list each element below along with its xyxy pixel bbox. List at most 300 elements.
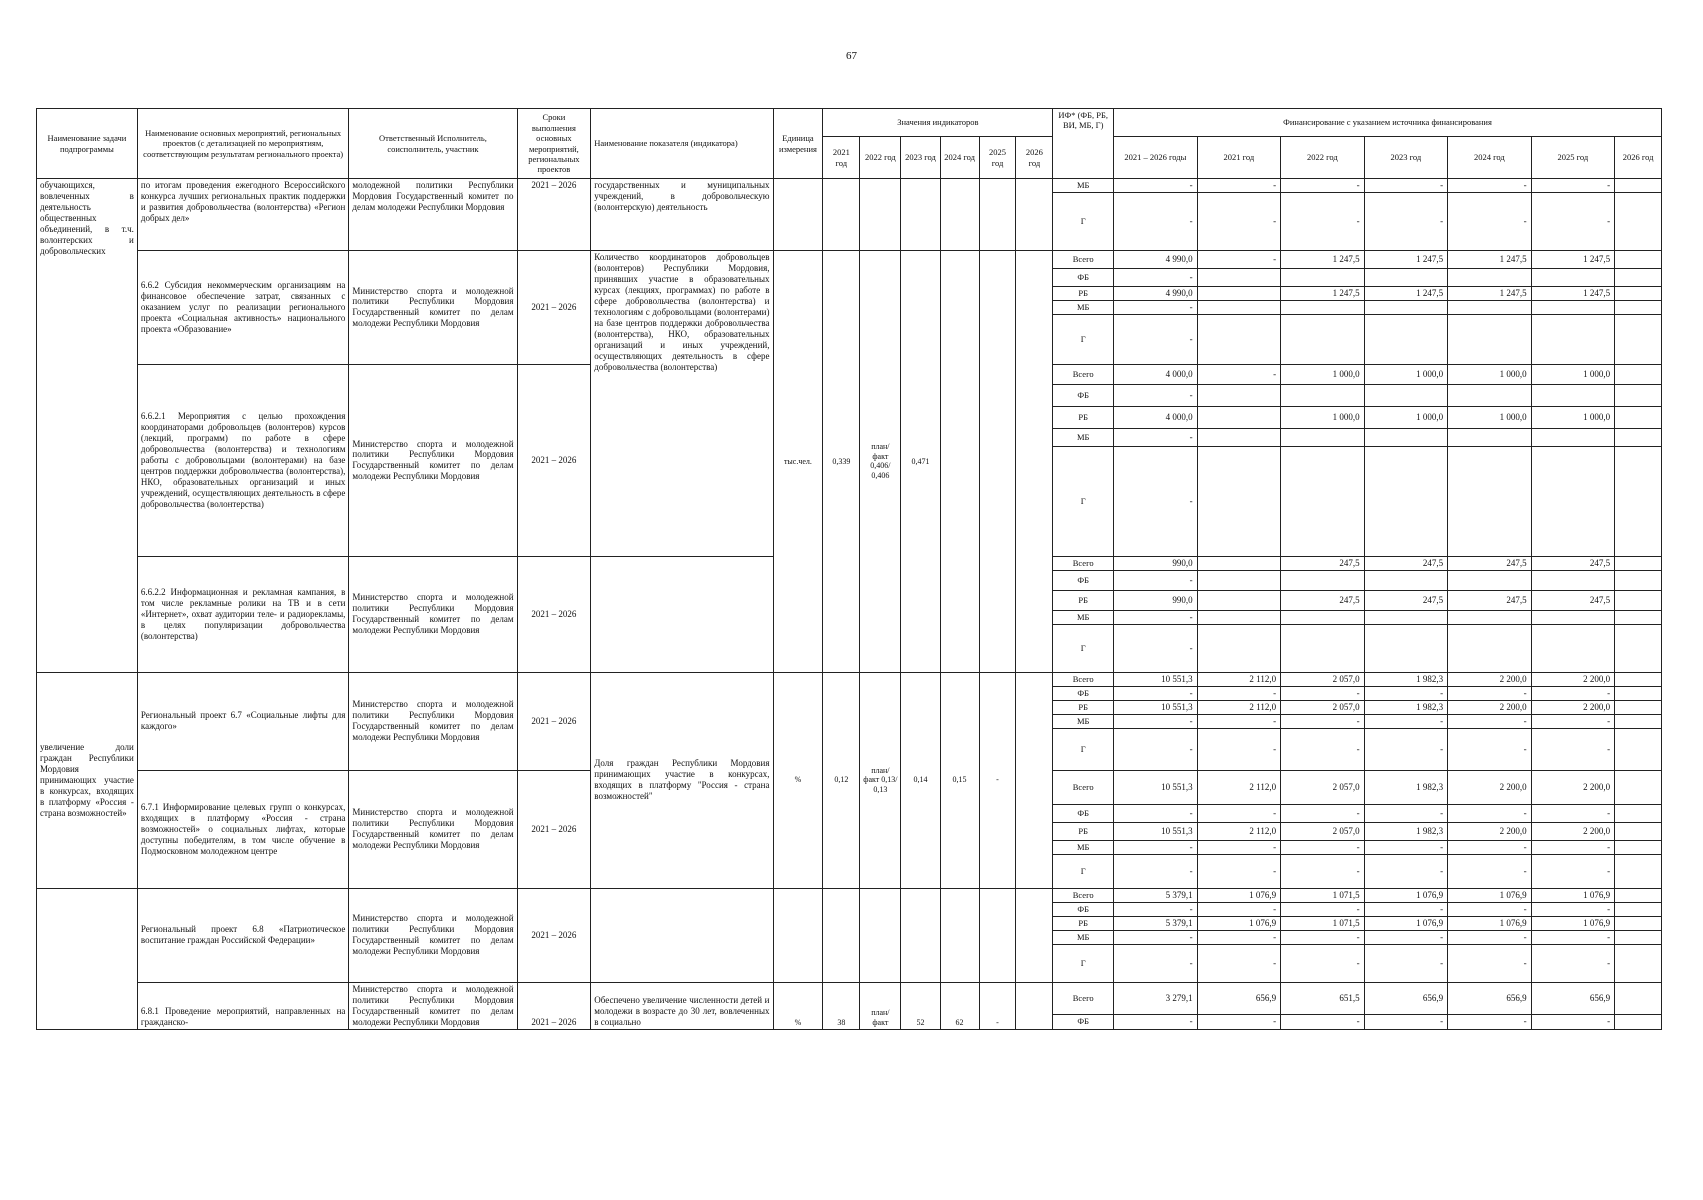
fin-value: - (1114, 384, 1198, 406)
fin-value: - (1114, 714, 1198, 728)
fin-value: - (1448, 192, 1532, 250)
fin-value (1197, 624, 1281, 672)
fin-value (1615, 944, 1662, 982)
fin-source: Г (1053, 944, 1114, 982)
fin-value: 1 076,9 (1197, 916, 1281, 930)
fin-value: - (1364, 728, 1448, 770)
fin-value: 656,9 (1197, 982, 1281, 1014)
fin-value (1281, 570, 1365, 590)
fin-value (1615, 570, 1662, 590)
fin-value (1448, 610, 1532, 624)
fin-value: - (1114, 804, 1198, 822)
fin-value: - (1197, 930, 1281, 944)
header-year: 2024 год (940, 137, 979, 179)
fin-value (1197, 314, 1281, 364)
fin-value (1448, 570, 1532, 590)
fin-value: - (1114, 314, 1198, 364)
fin-source: МБ (1053, 179, 1114, 193)
fin-value: - (1531, 944, 1615, 982)
fin-value: - (1114, 446, 1198, 556)
indicator-value: 0,15 (940, 672, 979, 888)
fin-value (1197, 446, 1281, 556)
indicator-value: 0,12 (823, 672, 860, 888)
fin-source: Всего (1053, 888, 1114, 902)
header-indicator: Наименование показателя (индикатора) (591, 109, 773, 179)
fin-value: - (1197, 804, 1281, 822)
header-executor: Ответственный Исполнитель, соисполнитель, участник (349, 109, 517, 179)
fin-value (1197, 428, 1281, 446)
fin-value: - (1448, 930, 1532, 944)
fin-value: 1 247,5 (1531, 286, 1615, 300)
fin-value (1615, 854, 1662, 888)
fin-value (1364, 428, 1448, 446)
fin-value: 1 076,9 (1448, 888, 1532, 902)
event-cell: 6.6.2.2 Информационная и рекламная кампания, в том числе рекламные ролики на ТВ и в сети «Интернет», охват аудитории теле- и радиорекламы, в целях популяризации добровольчества (волонтерства) (137, 556, 349, 672)
fin-value: 651,5 (1281, 982, 1365, 1014)
fin-value: - (1448, 902, 1532, 916)
executor-cell: Министерство спорта и молодежной политики Республики Мордовия Государственный комитет по делам молодежи Республики Мордовия (349, 364, 517, 556)
fin-value: 1 000,0 (1531, 406, 1615, 428)
fin-value: 1 000,0 (1364, 406, 1448, 428)
fin-value: - (1364, 944, 1448, 982)
fin-value (1364, 624, 1448, 672)
fin-source: ФБ (1053, 686, 1114, 700)
fin-value: 1 000,0 (1448, 364, 1532, 384)
fin-value (1281, 428, 1365, 446)
indicator-value: 0,471 (901, 250, 940, 672)
event-cell: по итогам проведения ежегодного Всероссийского конкурса лучших региональных практик поддержки и развития добровольчества (волонтерства) «Регион добрых дел» (137, 179, 349, 251)
fin-value (1531, 624, 1615, 672)
fin-value (1448, 446, 1532, 556)
fin-source: Всего (1053, 770, 1114, 804)
header-finance-group: Финансирование с указанием источника финансирования (1114, 109, 1662, 137)
fin-source: Г (1053, 728, 1114, 770)
fin-value: - (1531, 686, 1615, 700)
event-cell: 6.6.2.1 Мероприятия с целью прохождения координаторами добровольцев (волонтеров) курсов (лекций, программ) по работе в сфере добровольчества (волонтерства) и технологиям работы с добровольцами (волонтерами) на базе центров поддержки добровольчества (волонтерства), НКО, образовательных организаций и иных учреждений, осуществляющих деятельность в сфере добровольчества (волонтерства) (137, 364, 349, 556)
fin-source: ФБ (1053, 268, 1114, 286)
header-fin-year: 2022 год (1281, 137, 1365, 179)
fin-value: 990,0 (1114, 556, 1198, 570)
fin-source: ФБ (1053, 804, 1114, 822)
fin-value: - (1531, 179, 1615, 193)
fin-value: - (1114, 268, 1198, 286)
fin-value: 1 247,5 (1281, 286, 1365, 300)
header-year: 2025 год (979, 137, 1016, 179)
fin-value (1364, 570, 1448, 590)
indicator-value: 0,339 (823, 250, 860, 672)
indicator-value: план/ факт 0,13/ 0,13 (860, 672, 901, 888)
fin-value: - (1114, 728, 1198, 770)
fin-value (1615, 700, 1662, 714)
fin-value: 656,9 (1364, 982, 1448, 1014)
fin-source: Г (1053, 192, 1114, 250)
header-year: 2023 год (901, 137, 940, 179)
term-cell: 2021 – 2026 (517, 770, 591, 888)
fin-value: - (1114, 840, 1198, 854)
fin-value (1615, 822, 1662, 840)
fin-source: Г (1053, 446, 1114, 556)
fin-value: - (1197, 192, 1281, 250)
fin-source: МБ (1053, 610, 1114, 624)
fin-value: 2 200,0 (1531, 700, 1615, 714)
fin-value (1531, 570, 1615, 590)
term-cell: 2021 – 2026 (517, 556, 591, 672)
header-fin-year: 2025 год (1531, 137, 1615, 179)
fin-value (1197, 590, 1281, 610)
fin-value (1615, 728, 1662, 770)
event-cell: 6.7.1 Информирование целевых групп о конкурсах, входящих в платформу «Россия - страна возможностей» о социальных лифтах, которые доступны победителям, в том числе обучение в Подмосковном молодежном центре (137, 770, 349, 888)
fin-value: - (1531, 840, 1615, 854)
fin-value: 247,5 (1448, 590, 1532, 610)
fin-value: - (1364, 1014, 1448, 1029)
fin-value: - (1448, 728, 1532, 770)
indicator-cell: Доля граждан Республики Мордовия принимающих участие в конкурсах, входящих в платформу "Россия - страна возможностей" (591, 672, 773, 888)
indicator-value: 62 (940, 982, 979, 1029)
fin-value: - (1197, 686, 1281, 700)
fin-value: 3 279,1 (1114, 982, 1198, 1014)
fin-value: - (1531, 854, 1615, 888)
fin-value (1615, 888, 1662, 902)
fin-value: 1 247,5 (1448, 250, 1532, 268)
indicator-value: 0,14 (901, 672, 940, 888)
fin-value (1615, 624, 1662, 672)
indicator-value: 38 (823, 982, 860, 1029)
header-fin-year: 2024 год (1448, 137, 1532, 179)
fin-value: 2 200,0 (1448, 770, 1532, 804)
fin-source: РБ (1053, 286, 1114, 300)
fin-value (1531, 610, 1615, 624)
fin-value: - (1114, 179, 1198, 193)
fin-value (1448, 384, 1532, 406)
fin-value: 1 000,0 (1531, 364, 1615, 384)
fin-value (1448, 300, 1532, 314)
header-year: 2022 год (860, 137, 901, 179)
indicator-value: план/ факт 0,406/ 0,406 (860, 250, 901, 672)
fin-value: - (1114, 930, 1198, 944)
fin-value: 1 076,9 (1364, 916, 1448, 930)
fin-value: 10 551,3 (1114, 672, 1198, 686)
fin-value: 2 112,0 (1197, 822, 1281, 840)
fin-value: 1 247,5 (1448, 286, 1532, 300)
fin-value: - (1448, 714, 1532, 728)
fin-value: - (1114, 624, 1198, 672)
fin-value: 1 076,9 (1531, 888, 1615, 902)
fin-value: 1 076,9 (1448, 916, 1532, 930)
fin-source: ФБ (1053, 384, 1114, 406)
fin-value (1281, 610, 1365, 624)
fin-value: - (1364, 854, 1448, 888)
fin-value (1281, 268, 1365, 286)
fin-value: - (1281, 930, 1365, 944)
fin-value: 1 071,5 (1281, 888, 1365, 902)
fin-source: Г (1053, 854, 1114, 888)
indicator-value: - (979, 982, 1016, 1029)
unit-cell: % (773, 982, 823, 1029)
event-cell: 6.8.1 Проведение мероприятий, направленных на гражданско- (137, 982, 349, 1029)
fin-value (1615, 300, 1662, 314)
fin-value: 2 057,0 (1281, 672, 1365, 686)
executor-cell: Министерство спорта и молодежной политики Республики Мордовия Государственный комитет по делам молодежи Республики Мордовия (349, 770, 517, 888)
fin-value: - (1197, 364, 1281, 384)
fin-value: - (1448, 179, 1532, 193)
fin-value (1197, 286, 1281, 300)
fin-value: 1 247,5 (1364, 286, 1448, 300)
header-event: Наименование основных мероприятий, региональных проектов (с детализацией по мероприятиям, соответствующим результатам регионального проекта) (137, 109, 349, 179)
fin-value: - (1448, 804, 1532, 822)
fin-value (1615, 556, 1662, 570)
fin-value: 2 200,0 (1448, 672, 1532, 686)
fin-value (1448, 428, 1532, 446)
fin-value: 2 057,0 (1281, 700, 1365, 714)
header-fin-year: 2021 год (1197, 137, 1281, 179)
fin-value: - (1197, 728, 1281, 770)
fin-value (1531, 314, 1615, 364)
fin-value: 4 990,0 (1114, 250, 1198, 268)
fin-value (1364, 384, 1448, 406)
executor-cell: Министерство спорта и молодежной политики Республики Мордовия Государственный комитет по делам молодежи Республики Мордовия (349, 888, 517, 982)
fin-value (1281, 300, 1365, 314)
fin-value (1615, 590, 1662, 610)
fin-value (1281, 384, 1365, 406)
fin-value (1615, 384, 1662, 406)
fin-value: - (1281, 902, 1365, 916)
fin-value (1364, 314, 1448, 364)
fin-value: - (1281, 179, 1365, 193)
fin-value: 1 247,5 (1281, 250, 1365, 268)
fin-value: 1 000,0 (1448, 406, 1532, 428)
fin-value: - (1531, 714, 1615, 728)
fin-value (1615, 714, 1662, 728)
fin-value: - (1364, 902, 1448, 916)
fin-value (1615, 179, 1662, 193)
fin-value: 247,5 (1531, 556, 1615, 570)
event-cell: Региональный проект 6.7 «Социальные лифты для каждого» (137, 672, 349, 770)
fin-source: МБ (1053, 300, 1114, 314)
fin-value: 1 000,0 (1281, 406, 1365, 428)
fin-value: - (1197, 854, 1281, 888)
fin-value: - (1364, 686, 1448, 700)
fin-value: - (1281, 192, 1365, 250)
unit-cell: тыс.чел. (773, 250, 823, 672)
fin-value: - (1281, 854, 1365, 888)
fin-value (1197, 610, 1281, 624)
fin-value: 1 982,3 (1364, 672, 1448, 686)
event-cell: Региональный проект 6.8 «Патриотическое воспитание граждан Российской Федерации» (137, 888, 349, 982)
fin-value (1448, 624, 1532, 672)
fin-value: - (1114, 570, 1198, 590)
indicator-cell: Обеспечено увеличение численности детей и молодежи в возрасте до 30 лет, вовлеченных в социально (591, 982, 773, 1029)
fin-value: - (1281, 804, 1365, 822)
fin-value: 1 071,5 (1281, 916, 1365, 930)
fin-value: 990,0 (1114, 590, 1198, 610)
fin-source: МБ (1053, 714, 1114, 728)
fin-value: - (1364, 840, 1448, 854)
fin-value: 247,5 (1531, 590, 1615, 610)
fin-value (1615, 192, 1662, 250)
fin-value (1615, 428, 1662, 446)
fin-value (1364, 446, 1448, 556)
fin-value (1531, 384, 1615, 406)
executor-cell: Министерство спорта и молодежной политики Республики Мордовия Государственный комитет по делам молодежи Республики Мордовия (349, 556, 517, 672)
fin-value: 247,5 (1281, 590, 1365, 610)
fin-source: РБ (1053, 916, 1114, 930)
header-terms: Сроки выполнения основных мероприятий, региональных проектов (517, 109, 591, 179)
executor-cell: молодежной политики Республики Мордовия Государственный комитет по делам молодежи Республики Мордовия (349, 179, 517, 251)
fin-value: 247,5 (1281, 556, 1365, 570)
fin-value: 10 551,3 (1114, 822, 1198, 840)
fin-source: ФБ (1053, 1014, 1114, 1029)
fin-value: 5 379,1 (1114, 888, 1198, 902)
fin-value: 2 057,0 (1281, 822, 1365, 840)
fin-source: МБ (1053, 930, 1114, 944)
fin-value: - (1281, 714, 1365, 728)
fin-source: Всего (1053, 364, 1114, 384)
fin-value: - (1197, 1014, 1281, 1029)
fin-value: - (1114, 902, 1198, 916)
fin-source: Всего (1053, 556, 1114, 570)
fin-value: - (1197, 840, 1281, 854)
fin-value: - (1531, 192, 1615, 250)
page-number: 67 (846, 50, 857, 62)
fin-value: - (1531, 930, 1615, 944)
fin-value: 1 982,3 (1364, 770, 1448, 804)
indicator-cell: государственных и муниципальных учреждений, в добровольческую (волонтерскую) деятельность (591, 179, 773, 251)
fin-value (1281, 314, 1365, 364)
fin-value (1615, 314, 1662, 364)
fin-value (1615, 982, 1662, 1014)
indicator-value: план/ факт (860, 982, 901, 1029)
task-cell: обучающихся, вовлеченных в деятельность общественных объединений, в т.ч. волонтерских и добровольческих (37, 179, 138, 365)
fin-source: ФБ (1053, 570, 1114, 590)
fin-source: МБ (1053, 428, 1114, 446)
fin-value (1615, 916, 1662, 930)
fin-value: - (1364, 804, 1448, 822)
term-cell: 2021 – 2026 (517, 888, 591, 982)
fin-value (1281, 624, 1365, 672)
fin-value: 2 112,0 (1197, 700, 1281, 714)
fin-value: - (1114, 428, 1198, 446)
fin-value: - (1114, 944, 1198, 982)
fin-value: - (1531, 902, 1615, 916)
fin-value: - (1281, 686, 1365, 700)
indicator-value: - (979, 672, 1016, 888)
fin-source: ФБ (1053, 902, 1114, 916)
event-cell: 6.6.2 Субсидия некоммерческим организациям на финансовое обеспечение затрат, связанных с оказанием услуг по реализации регионального проекта «Социальная активность» национального проекта «Образование» (137, 250, 349, 364)
header-year: 2026 год (1016, 137, 1053, 179)
fin-value (1531, 428, 1615, 446)
fin-source: РБ (1053, 822, 1114, 840)
fin-value: - (1448, 944, 1532, 982)
fin-source: РБ (1053, 590, 1114, 610)
fin-value (1281, 446, 1365, 556)
fin-value (1615, 610, 1662, 624)
fin-source: МБ (1053, 840, 1114, 854)
fin-value: - (1531, 804, 1615, 822)
fin-value (1197, 384, 1281, 406)
fin-value: - (1197, 179, 1281, 193)
header-source: ИФ* (ФБ, РБ, ВИ, МБ, Г) (1053, 109, 1114, 179)
header-unit: Единица измерения (773, 109, 823, 179)
fin-value: - (1364, 714, 1448, 728)
fin-value: - (1364, 192, 1448, 250)
fin-value: 1 247,5 (1531, 250, 1615, 268)
fin-value: 1 982,3 (1364, 822, 1448, 840)
fin-value: 2 112,0 (1197, 672, 1281, 686)
unit-cell: % (773, 672, 823, 888)
fin-value: 2 112,0 (1197, 770, 1281, 804)
fin-value: 1 000,0 (1281, 364, 1365, 384)
fin-source: Всего (1053, 672, 1114, 686)
term-cell: 2021 – 2026 (517, 250, 591, 364)
executor-cell: Министерство спорта и молодежной политики Республики Мордовия Государственный комитет по делам молодежи Республики Мордовия (349, 982, 517, 1029)
fin-value (1531, 446, 1615, 556)
fin-value: - (1364, 930, 1448, 944)
fin-source: Всего (1053, 250, 1114, 268)
fin-value: - (1531, 1014, 1615, 1029)
fin-value: 656,9 (1531, 982, 1615, 1014)
fin-value: 1 076,9 (1197, 888, 1281, 902)
fin-value: 5 379,1 (1114, 916, 1198, 930)
header-task: Наименование задачи подпрограммы (37, 109, 138, 179)
fin-value (1197, 570, 1281, 590)
fin-value: - (1114, 686, 1198, 700)
fin-value: - (1448, 1014, 1532, 1029)
fin-value (1615, 1014, 1662, 1029)
fin-source: Г (1053, 624, 1114, 672)
fin-value (1448, 314, 1532, 364)
fin-value: 1 247,5 (1364, 250, 1448, 268)
term-cell: 2021 – 2026 (517, 364, 591, 556)
fin-value (1615, 364, 1662, 384)
fin-value (1197, 406, 1281, 428)
fin-value: - (1364, 179, 1448, 193)
fin-value: - (1448, 840, 1532, 854)
fin-value: 2 057,0 (1281, 770, 1365, 804)
fin-value: - (1114, 854, 1198, 888)
fin-value (1615, 268, 1662, 286)
fin-value (1364, 610, 1448, 624)
task-cell: увеличение доли граждан Республики Мордовия принимающих участие в конкурсах, входящих в платформу «Россия - страна возможностей» (37, 672, 138, 888)
fin-value: - (1114, 300, 1198, 314)
fin-value: 247,5 (1448, 556, 1532, 570)
header-values-group: Значения индикаторов (823, 109, 1053, 137)
executor-cell: Министерство спорта и молодежной политики Республики Мордовия Государственный комитет по делам молодежи Республики Мордовия (349, 250, 517, 364)
fin-value (1615, 406, 1662, 428)
fin-value (1197, 556, 1281, 570)
fin-value: 4 000,0 (1114, 406, 1198, 428)
fin-source: РБ (1053, 406, 1114, 428)
fin-value: 2 200,0 (1531, 672, 1615, 686)
fin-value (1615, 902, 1662, 916)
fin-value (1531, 268, 1615, 286)
fin-value: 247,5 (1364, 590, 1448, 610)
fin-value: 10 551,3 (1114, 700, 1198, 714)
fin-value: 2 200,0 (1531, 770, 1615, 804)
fin-value: - (1197, 944, 1281, 982)
fin-value: 10 551,3 (1114, 770, 1198, 804)
fin-value: 1 000,0 (1364, 364, 1448, 384)
fin-value (1448, 268, 1532, 286)
fin-value: 1 076,9 (1364, 888, 1448, 902)
fin-value: 656,9 (1448, 982, 1532, 1014)
fin-value (1615, 250, 1662, 268)
program-table (36, 108, 1662, 1030)
fin-value: - (1197, 250, 1281, 268)
fin-value: - (1281, 1014, 1365, 1029)
indicator-value: 52 (901, 982, 940, 1029)
fin-source: РБ (1053, 700, 1114, 714)
fin-value: 2 200,0 (1531, 822, 1615, 840)
